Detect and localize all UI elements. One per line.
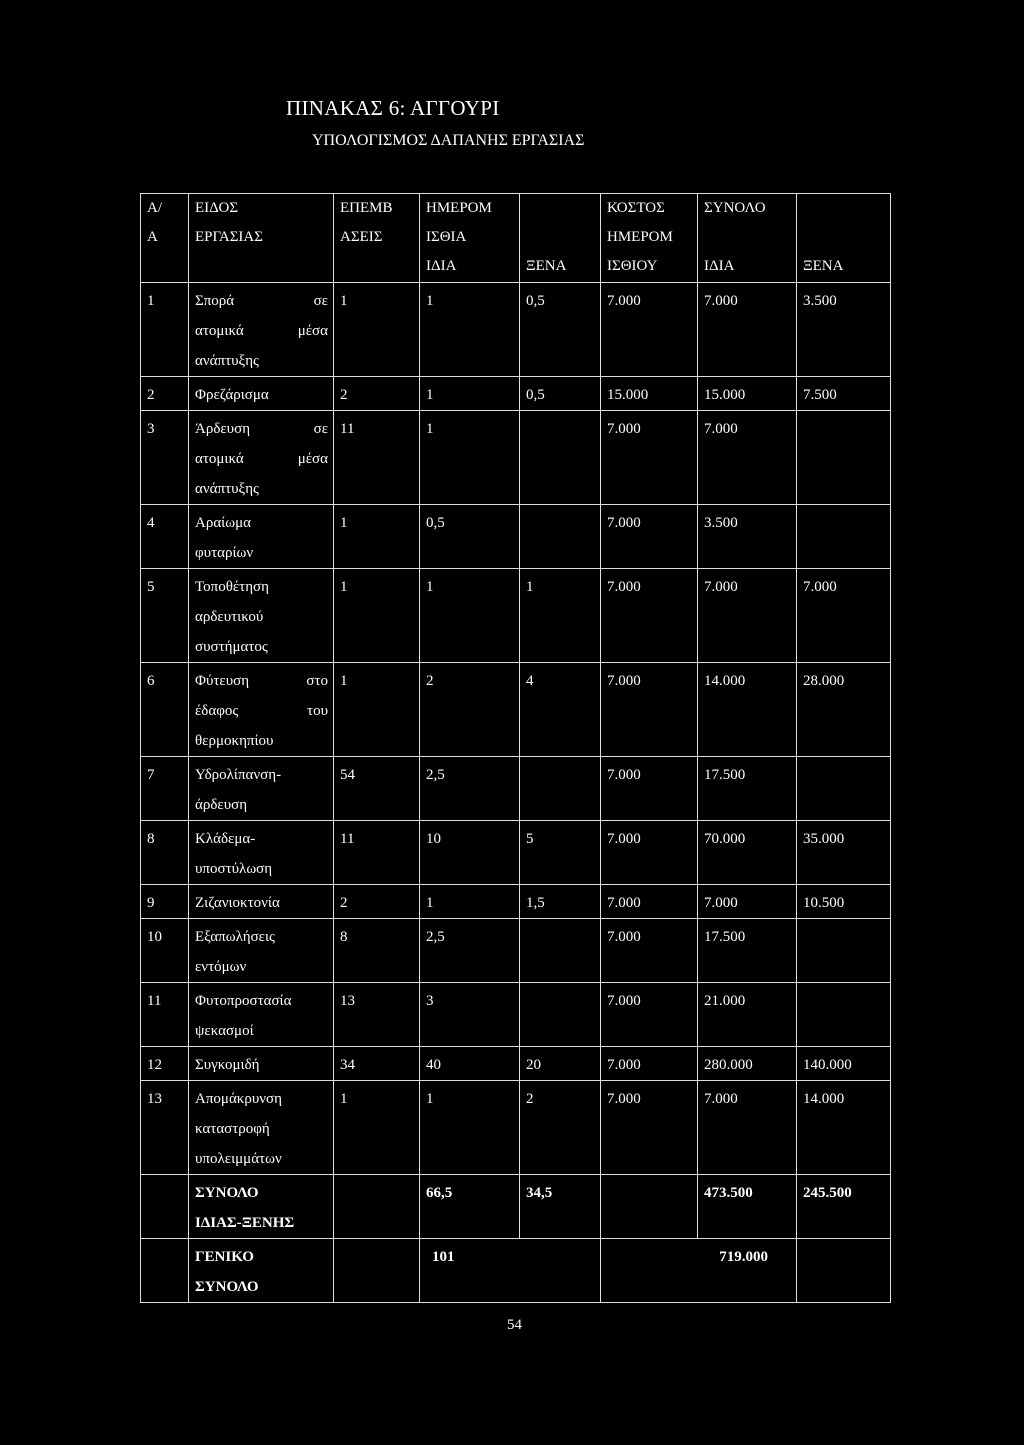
work-line: συστήματος [195, 639, 268, 655]
aa-cell: 11 [141, 983, 189, 1047]
daily-cost-cell: 7.000 [601, 1047, 698, 1081]
daily-cost-cell: 7.000 [601, 983, 698, 1047]
work-cell [189, 983, 334, 1047]
grand-empty-cell [797, 1239, 891, 1303]
days-foreign-cell [520, 983, 601, 1047]
total-own-cell: 7.000 [698, 885, 797, 919]
work-cell [189, 283, 334, 377]
interventions-cell: 1 [334, 505, 420, 569]
work-line: Τοποθέτηση [195, 579, 269, 595]
interventions-cell: 2 [334, 377, 420, 411]
total-days-foreign: 34,5 [520, 1175, 601, 1239]
work-line: άρδευση [195, 797, 248, 813]
days-own-cell: 10 [420, 821, 520, 885]
work-line: καταστροφή [195, 1121, 270, 1137]
table-row [141, 283, 891, 377]
work-line: ψεκασμοί [195, 1023, 254, 1039]
days-foreign-cell: 20 [520, 1047, 601, 1081]
interventions-cell: 54 [334, 757, 420, 821]
total-sum-foreign: 245.500 [797, 1175, 891, 1239]
labor-cost-table [140, 193, 891, 1303]
days-own-cell: 1 [420, 283, 520, 377]
days-own-cell: 1 [420, 377, 520, 411]
days-foreign-cell: 1,5 [520, 885, 601, 919]
work-cell [189, 919, 334, 983]
work-line: ανάπτυξης [195, 353, 259, 369]
grand-total-label: ΓΕΝΙΚΟ ΣΥΝΟΛΟ [189, 1239, 334, 1303]
work-line: Σπορά σε [195, 293, 328, 309]
table-row [141, 821, 891, 885]
page-number: 54 [507, 1317, 522, 1333]
days-own-cell: 1 [420, 411, 520, 505]
table-row [141, 983, 891, 1047]
grand-total-days: 101 [420, 1239, 601, 1303]
total-foreign-cell: 7.000 [797, 569, 891, 663]
total-own-cell: 17.500 [698, 919, 797, 983]
days-own-cell: 40 [420, 1047, 520, 1081]
work-line: Φύτευση στο [195, 673, 328, 689]
total-foreign-cell [797, 505, 891, 569]
table-row [141, 569, 891, 663]
table-row [141, 663, 891, 757]
total-foreign-cell: 7.500 [797, 377, 891, 411]
header-workdays-foreign: ΞΕΝΑ [520, 194, 601, 283]
interventions-cell: 11 [334, 821, 420, 885]
days-foreign-cell: 4 [520, 663, 601, 757]
days-foreign-cell: 1 [520, 569, 601, 663]
days-own-cell: 2 [420, 663, 520, 757]
days-own-cell: 2,5 [420, 919, 520, 983]
total-cost-cell [601, 1175, 698, 1239]
daily-cost-cell: 15.000 [601, 377, 698, 411]
days-foreign-cell: 2 [520, 1081, 601, 1175]
daily-cost-cell: 7.000 [601, 821, 698, 885]
total-own-cell: 280.000 [698, 1047, 797, 1081]
table-row [141, 919, 891, 983]
page-title: ΠΙΝΑΚΑΣ 6: ΑΓΓΟΥΡΙ [286, 96, 500, 120]
total-sum-own: 473.500 [698, 1175, 797, 1239]
daily-cost-cell: 7.000 [601, 885, 698, 919]
days-own-cell: 1 [420, 1081, 520, 1175]
header-aa: Α/ Α [141, 194, 189, 283]
total-own-cell: 15.000 [698, 377, 797, 411]
grand-total-sum: 719.000 [601, 1239, 797, 1303]
aa-cell: 10 [141, 919, 189, 983]
total-foreign-cell [797, 983, 891, 1047]
total-own-cell: 21.000 [698, 983, 797, 1047]
work-line: Άρδευση σε [195, 421, 328, 437]
work-line: θερμοκηπίου [195, 733, 274, 749]
work-line: Ζιζανιοκτονία [195, 895, 280, 911]
table-row [141, 377, 891, 411]
work-line: Συγκομιδή [195, 1057, 260, 1073]
aa-cell: 1 [141, 283, 189, 377]
work-line: ατομικά μέσα [195, 451, 328, 467]
work-cell [189, 411, 334, 505]
aa-cell: 7 [141, 757, 189, 821]
grand-epem-cell [334, 1239, 420, 1303]
interventions-cell: 1 [334, 569, 420, 663]
aa-cell: 3 [141, 411, 189, 505]
table-row [141, 1047, 891, 1081]
daily-cost-cell: 7.000 [601, 411, 698, 505]
work-line: Αραίωμα [195, 515, 251, 531]
grand-total-row [141, 1239, 891, 1303]
total-own-cell: 70.000 [698, 821, 797, 885]
total-foreign-cell: 3.500 [797, 283, 891, 377]
total-own-cell: 17.500 [698, 757, 797, 821]
work-line: Φυτοπροστασία [195, 993, 292, 1009]
days-own-cell: 2,5 [420, 757, 520, 821]
total-foreign-cell [797, 919, 891, 983]
total-foreign-cell: 140.000 [797, 1047, 891, 1081]
aa-cell: 12 [141, 1047, 189, 1081]
days-own-cell: 0,5 [420, 505, 520, 569]
interventions-cell: 8 [334, 919, 420, 983]
work-cell [189, 821, 334, 885]
total-days-own: 66,5 [420, 1175, 520, 1239]
daily-cost-cell: 7.000 [601, 757, 698, 821]
total-own-cell: 7.000 [698, 411, 797, 505]
work-line: υπολειμμάτων [195, 1151, 282, 1167]
total-epem-cell [334, 1175, 420, 1239]
table-header-row [141, 194, 891, 283]
work-line: ατομικά μέσα [195, 323, 328, 339]
work-line: Φρεζάρισμα [195, 387, 269, 403]
total-foreign-cell [797, 411, 891, 505]
days-foreign-cell: 0,5 [520, 377, 601, 411]
header-workdays-own: ΗΜΕΡΟΜ ΙΣΘΙΑ ΙΔΙΑ [420, 194, 520, 283]
work-cell [189, 885, 334, 919]
days-own-cell: 1 [420, 569, 520, 663]
days-foreign-cell [520, 411, 601, 505]
daily-cost-cell: 7.000 [601, 283, 698, 377]
days-own-cell: 1 [420, 885, 520, 919]
work-line: αρδευτικού [195, 609, 264, 625]
aa-cell: 8 [141, 821, 189, 885]
work-cell [189, 663, 334, 757]
total-own-cell: 7.000 [698, 569, 797, 663]
daily-cost-cell: 7.000 [601, 663, 698, 757]
aa-cell: 6 [141, 663, 189, 757]
total-foreign-cell: 35.000 [797, 821, 891, 885]
aa-cell: 4 [141, 505, 189, 569]
daily-cost-cell: 7.000 [601, 505, 698, 569]
total-own-cell: 3.500 [698, 505, 797, 569]
work-cell [189, 1081, 334, 1175]
days-foreign-cell: 5 [520, 821, 601, 885]
total-foreign-cell: 28.000 [797, 663, 891, 757]
header-total-foreign: ΞΕΝΑ [797, 194, 891, 283]
header-interventions: ΕΠΕΜΒ ΑΣΕΙΣ [334, 194, 420, 283]
table-row [141, 505, 891, 569]
total-aa-cell [141, 1175, 189, 1239]
work-cell [189, 569, 334, 663]
work-line: ανάπτυξης [195, 481, 259, 497]
total-foreign-cell: 10.500 [797, 885, 891, 919]
total-own-cell: 7.000 [698, 1081, 797, 1175]
header-total-own: ΣΥΝΟΛΟ ΙΔΙΑ [698, 194, 797, 283]
interventions-cell: 34 [334, 1047, 420, 1081]
work-cell [189, 1047, 334, 1081]
days-foreign-cell [520, 505, 601, 569]
total-foreign-cell: 14.000 [797, 1081, 891, 1175]
daily-cost-cell: 7.000 [601, 1081, 698, 1175]
days-foreign-cell [520, 757, 601, 821]
work-line: Κλάδεμα- [195, 831, 256, 847]
days-own-cell: 3 [420, 983, 520, 1047]
table-row [141, 885, 891, 919]
interventions-cell: 2 [334, 885, 420, 919]
table-row [141, 757, 891, 821]
aa-cell: 13 [141, 1081, 189, 1175]
interventions-cell: 13 [334, 983, 420, 1047]
work-line: Υδρολίπανση- [195, 767, 282, 783]
header-work-type: ΕΙΔΟΣ ΕΡΓΑΣΙΑΣ [189, 194, 334, 283]
table-row [141, 1081, 891, 1175]
page-subtitle: ΥΠΟΛΟΓΙΣΜΟΣ ΔΑΠΑΝΗΣ ΕΡΓΑΣΙΑΣ [312, 132, 585, 149]
work-line: Εξαπωλήσεις [195, 929, 275, 945]
interventions-cell: 11 [334, 411, 420, 505]
total-own-cell: 7.000 [698, 283, 797, 377]
interventions-cell: 1 [334, 283, 420, 377]
daily-cost-cell: 7.000 [601, 569, 698, 663]
total-own-cell: 14.000 [698, 663, 797, 757]
work-line: Απομάκρυνση [195, 1091, 282, 1107]
work-line: υποστύλωση [195, 861, 273, 877]
days-foreign-cell: 0,5 [520, 283, 601, 377]
work-line: εντόμων [195, 959, 247, 975]
work-cell [189, 377, 334, 411]
grand-aa-cell [141, 1239, 189, 1303]
interventions-cell: 1 [334, 663, 420, 757]
aa-cell: 5 [141, 569, 189, 663]
work-line: φυταρίων [195, 545, 254, 561]
work-cell [189, 505, 334, 569]
work-cell [189, 757, 334, 821]
aa-cell: 9 [141, 885, 189, 919]
interventions-cell: 1 [334, 1081, 420, 1175]
total-foreign-cell [797, 757, 891, 821]
total-own-foreign-row [141, 1175, 891, 1239]
work-line: έδαφος του [195, 703, 328, 719]
daily-cost-cell: 7.000 [601, 919, 698, 983]
aa-cell: 2 [141, 377, 189, 411]
table-row [141, 411, 891, 505]
header-daily-cost: ΚΟΣΤΟΣ ΗΜΕΡΟΜ ΙΣΘΙΟΥ [601, 194, 698, 283]
total-label: ΣΥΝΟΛΟ ΙΔΙΑΣ-ΞΕΝΗΣ [189, 1175, 334, 1239]
days-foreign-cell [520, 919, 601, 983]
